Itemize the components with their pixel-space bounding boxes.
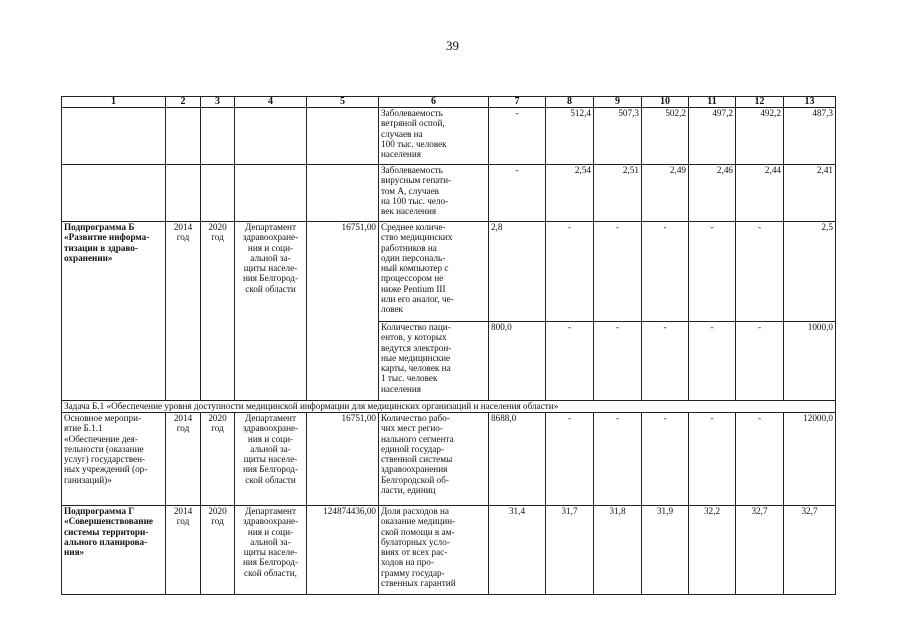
end-year-cell: 2020 год — [201, 413, 235, 506]
empty-cell — [62, 108, 166, 165]
header-cell: 13 — [784, 97, 836, 108]
table-row — [62, 506, 836, 595]
value-cell: 32,2 — [689, 506, 736, 595]
value-cell: 487,3 — [784, 108, 836, 165]
end-year-cell: 2020 год — [201, 222, 235, 401]
empty-cell — [307, 108, 379, 165]
start-year-cell: 2014 год — [166, 506, 201, 595]
header-cell: 3 — [201, 97, 235, 108]
header-cell: 6 — [379, 97, 489, 108]
header-cell: 12 — [736, 97, 784, 108]
header-cell: 4 — [235, 97, 307, 108]
header-cell: 11 — [689, 97, 736, 108]
value-cell: 1000,0 — [784, 322, 836, 401]
value-cell: 2,54 — [546, 165, 594, 222]
value-cell: - — [594, 413, 642, 506]
value-cell: - — [736, 322, 784, 401]
value-cell: 2,49 — [642, 165, 689, 222]
header-cell: 2 — [166, 97, 201, 108]
value-cell: 2,8 — [489, 222, 546, 322]
value-cell: 512,4 — [546, 108, 594, 165]
empty-cell — [307, 165, 379, 222]
value-cell: - — [489, 108, 546, 165]
value-cell: - — [642, 222, 689, 322]
empty-cell — [201, 165, 235, 222]
table-row — [62, 165, 836, 222]
value-cell: - — [489, 165, 546, 222]
header-cell: 5 — [307, 97, 379, 108]
value-cell: 2,51 — [594, 165, 642, 222]
indicator-cell: Среднее количе- ство медицинских работников на один персональ- ный компьютер с процессором не ниже Pentium III или его аналог, че- ловек — [379, 222, 489, 322]
empty-cell — [166, 108, 201, 165]
value-cell: - — [594, 322, 642, 401]
indicator-cell: Заболеваемость ветряной оспой, случаев на 100 тыс. человек населения — [379, 108, 489, 165]
end-year-cell: 2020 год — [201, 506, 235, 595]
value-cell: 8688,0 — [489, 413, 546, 506]
value-cell: - — [546, 222, 594, 322]
page-number: 39 — [446, 38, 459, 53]
value-cell: - — [546, 413, 594, 506]
value-cell: 502,2 — [642, 108, 689, 165]
executor-cell: Департамент здравоохране- ния и соци- альной за- щиты населе- ния Белгород- ской области, — [235, 506, 307, 595]
executor-cell: Департамент здравоохране- ния и соци- альной за- щиты населе- ния Белгород- ской области — [235, 222, 307, 401]
value-cell: 31,8 — [594, 506, 642, 595]
program-table — [61, 96, 836, 595]
value-cell: - — [689, 322, 736, 401]
value-cell: 2,5 — [784, 222, 836, 322]
table-row — [62, 222, 836, 322]
value-cell: 12000,0 — [784, 413, 836, 506]
header-cell: 7 — [489, 97, 546, 108]
value-cell: - — [736, 413, 784, 506]
empty-cell — [235, 108, 307, 165]
header-row — [62, 97, 836, 108]
value-cell: 31,4 — [489, 506, 546, 595]
header-cell: 8 — [546, 97, 594, 108]
value-cell: - — [642, 322, 689, 401]
task-title-cell: Задача Б.1 «Обеспечение уровня доступности медицинской информации для медицинских организаций и населения области» — [62, 401, 836, 413]
value-cell: 2,41 — [784, 165, 836, 222]
value-cell: 492,2 — [736, 108, 784, 165]
value-cell: 32,7 — [784, 506, 836, 595]
budget-cell: 16751,00 — [307, 413, 379, 506]
table-row — [62, 413, 836, 506]
value-cell: 2,44 — [736, 165, 784, 222]
subprogram-name-cell: Подпрограмма Б «Развитие информа- тизации в здраво- охранении» — [62, 222, 166, 401]
value-cell: - — [736, 222, 784, 322]
start-year-cell: 2014 год — [166, 413, 201, 506]
value-cell: 32,7 — [736, 506, 784, 595]
empty-cell — [62, 165, 166, 222]
value-cell: - — [546, 322, 594, 401]
header-cell: 1 — [62, 97, 166, 108]
table-row — [62, 108, 836, 165]
empty-cell — [201, 108, 235, 165]
value-cell: - — [642, 413, 689, 506]
value-cell: 31,9 — [642, 506, 689, 595]
indicator-cell: Заболеваемость вирусным гепати- том А, случаев на 100 тыс. чело- век населения — [379, 165, 489, 222]
value-cell: 800,0 — [489, 322, 546, 401]
value-cell: - — [689, 222, 736, 322]
task-row — [62, 401, 836, 413]
value-cell: - — [689, 413, 736, 506]
empty-cell — [235, 165, 307, 222]
indicator-cell: Количество паци- ентов, у которых ведутся электрон- ные медицинские карты, человек на 1 тыс. человек населения — [379, 322, 489, 401]
value-cell: 2,46 — [689, 165, 736, 222]
budget-cell: 16751,00 — [307, 222, 379, 401]
activity-name-cell: Основное меропри- ятие Б.1.1 «Обеспечение дея- тельности (оказание услуг) государствен- ных учреждений (ор- ганизаций)» — [62, 413, 166, 506]
value-cell: - — [594, 222, 642, 322]
value-cell: 497,2 — [689, 108, 736, 165]
value-cell: 507,3 — [594, 108, 642, 165]
subprogram-name-cell: Подпрограмма Г «Совершенствование системы территори- ального планирова- ния» — [62, 506, 166, 595]
value-cell: 31,7 — [546, 506, 594, 595]
executor-cell: Департамент здравоохране- ния и соци- альной за- щиты населе- ния Белгород- ской области — [235, 413, 307, 506]
indicator-cell: Доля расходов на оказание медицин- ской помощи в ам- булаторных усло- виях от всех рас- ходов на про- грамму государ- ственных гарантий — [379, 506, 489, 595]
header-cell: 10 — [642, 97, 689, 108]
start-year-cell: 2014 год — [166, 222, 201, 401]
budget-cell: 124874436,00 — [307, 506, 379, 595]
header-cell: 9 — [594, 97, 642, 108]
empty-cell — [166, 165, 201, 222]
indicator-cell: Количество рабо- чих мест регио- нального сегмента единой государ- ственной системы здравоохранения Белгородской об- ласти, единиц — [379, 413, 489, 506]
